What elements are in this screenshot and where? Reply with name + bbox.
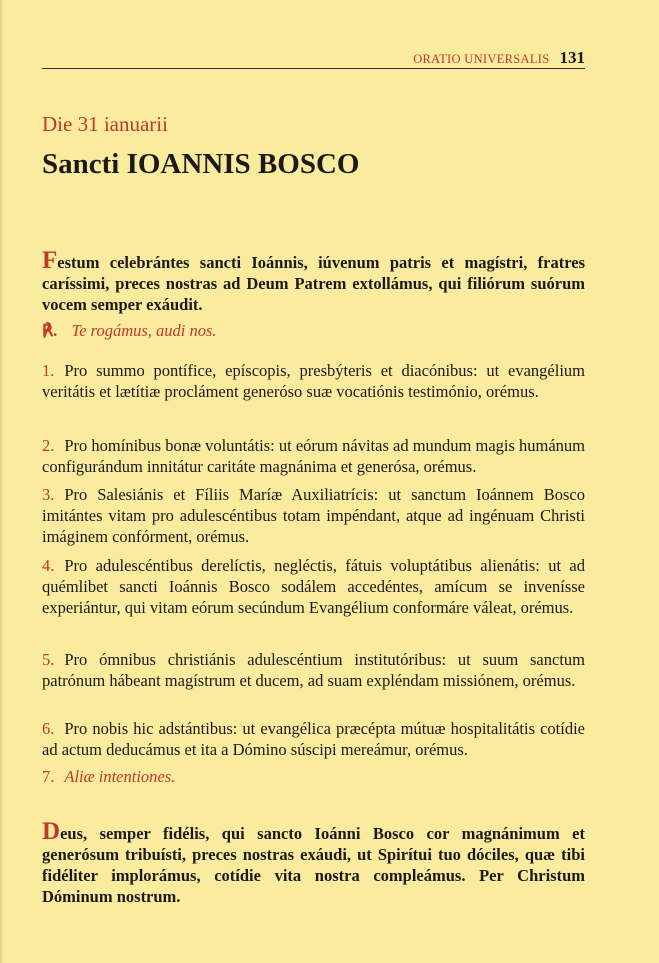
intention-2 bbox=[42, 435, 585, 477]
intention-number: 5. bbox=[42, 650, 55, 669]
intention-text: Pro summo pontífice, epíscopis, presbýteris et diacónibus: ut evangélium veritátis et lætítiæ procláment generóso suæ vocatiónis testimónio, orémus. bbox=[42, 361, 585, 401]
intention-number: 3. bbox=[42, 485, 55, 504]
conclusion-initial: D bbox=[42, 818, 61, 845]
intention-number: 2. bbox=[42, 436, 55, 455]
intention-text: Pro Salesiánis et Fíliis Maríæ Auxiliatrícis: ut sanctum Ioánnem Bosco imitántes vitam pro adulescéntibus totam impéndant, atque ad ingénuam Christi imáginem confórment, orémus. bbox=[42, 485, 585, 546]
intention-number: 1. bbox=[42, 361, 55, 380]
conclusion-text: eus, semper fidélis, qui sancto Ioánni Bosco cor magnánimum et generósum tribuísti, preces nostras exáudi, ut Spirítui tuo dóciles, quæ tibi fidéliter implorámus, cotídie vita nostra compleámus. Per Christum Dóminum nostrum. bbox=[42, 824, 585, 906]
intro-initial: F bbox=[42, 247, 58, 274]
running-title: ORATIO UNIVERSALIS bbox=[413, 52, 550, 66]
intention-3 bbox=[42, 484, 585, 547]
intention-text: Pro ómnibus christiánis adulescéntium institutóribus: ut suum sanctum patrónum hábeant magístrum et ducem, ad suam expléndam missiónem, orémus. bbox=[42, 650, 585, 690]
intention-7 bbox=[42, 766, 585, 787]
intention-number: 4. bbox=[42, 556, 55, 575]
intro-paragraph bbox=[42, 247, 585, 315]
intention-text: Aliæ intentiones. bbox=[64, 767, 176, 786]
intention-6 bbox=[42, 718, 585, 760]
feast-title: Sancti IOANNIS BOSCO bbox=[42, 148, 360, 180]
response-text: Te rogámus, audi nos. bbox=[71, 321, 217, 340]
intention-4 bbox=[42, 555, 585, 618]
intention-text: Pro nobis hic adstántibus: ut evangélica præcépta mútuæ hospitalitátis cotídie ad actum deducámus et ita a Dómino súscipi mereámur, orémus. bbox=[42, 719, 585, 759]
response-line bbox=[42, 321, 217, 341]
intention-5 bbox=[42, 649, 585, 691]
page-number: 131 bbox=[559, 48, 585, 67]
intention-text: Pro homínibus bonæ voluntátis: ut eórum návitas ad mundum magis humánum configurándum innitátur caritáte magnánima et generósa, orémus. bbox=[42, 436, 586, 476]
intention-number: 7. bbox=[42, 767, 55, 786]
feast-date: Die 31 ianuarii bbox=[42, 112, 168, 136]
response-symbol: ℟. bbox=[42, 321, 58, 340]
intention-text: Pro adulescéntibus derelíctis, negléctis, fátuis voluptátibus alienátis: ut ad quémlibet sancti Ioánnis Bosco sodálem accedéntes, amícum se invenísse experiántur, qui vitam eórum secúndum Evangélium conformáre váleat, orémus. bbox=[42, 556, 585, 617]
page-spine-edge bbox=[0, 0, 3, 963]
intention-1 bbox=[42, 360, 585, 402]
header-rule bbox=[42, 68, 585, 69]
conclusion-paragraph bbox=[42, 818, 585, 907]
intention-number: 6. bbox=[42, 719, 55, 738]
running-header bbox=[413, 48, 585, 68]
intro-text: estum celebrántes sancti Ioánnis, iúvenum patris et magístri, fratres caríssimi, preces nostras ad Deum Patrem extollámus, qui filiórum suórum vocem semper exáudit. bbox=[42, 253, 585, 314]
